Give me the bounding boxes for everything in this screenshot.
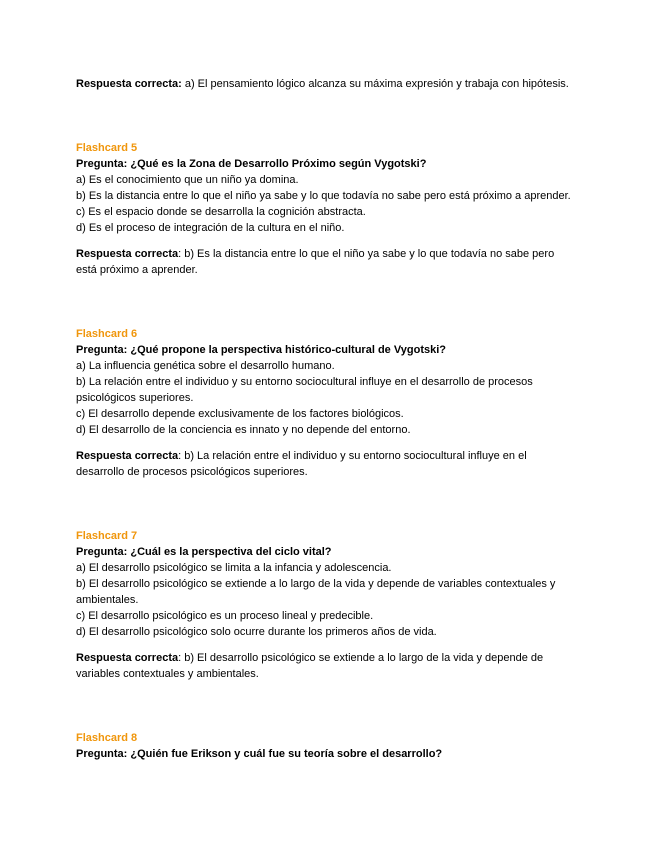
option-c: c) El desarrollo depende exclusivamente de los factores biológicos. [76,408,404,420]
option-c: c) El desarrollo psicológico es un proceso lineal y predecible. [76,610,374,622]
answer-text: : b) El desarrollo psicológico se extiende a lo largo de la vida y depende de variables contextuales y ambientales. [76,652,544,680]
flashcard-8 [76,730,576,762]
flashcard-question: Pregunta: ¿Qué propone la perspectiva histórico-cultural de Vygotski? [76,344,446,356]
option-b: b) El desarrollo psicológico se extiende a lo largo de la vida y depende de variables contextuales y ambientales. [76,578,556,606]
flashcard-question: Pregunta: ¿Quién fue Erikson y cuál fue su teoría sobre el desarrollo? [76,748,443,760]
flashcard-question: Pregunta: ¿Cuál es la perspectiva del ciclo vital? [76,546,332,558]
answer-text: : b) Es la distancia entre lo que el niño ya sabe y lo que todavía no sabe pero está próximo a aprender. [76,248,555,276]
flashcard-answer [76,246,576,278]
flashcard-title: Flashcard 6 [76,328,138,340]
option-d: d) Es el proceso de integración de la cultura en el niño. [76,222,345,234]
flashcard-question: Pregunta: ¿Qué es la Zona de Desarrollo Próximo según Vygotski? [76,158,427,170]
answer-label: Respuesta correcta: [76,78,182,90]
option-b: b) Es la distancia entre lo que el niño ya sabe y lo que todavía no sabe pero está próximo a aprender. [76,190,571,202]
flashcard-title: Flashcard 8 [76,732,138,744]
answer-text: : b) La relación entre el individuo y su entorno sociocultural influye en el desarrollo de procesos psicológicos superiores. [76,450,527,478]
answer-label: Respuesta correcta [76,248,179,260]
option-d: d) El desarrollo psicológico solo ocurre durante los primeros años de vida. [76,626,437,638]
flashcard-7 [76,528,576,682]
answer-label: Respuesta correcta [76,450,179,462]
flashcard-title: Flashcard 5 [76,142,138,154]
option-a: a) La influencia genética sobre el desarrollo humano. [76,360,335,372]
answer-label: Respuesta correcta [76,652,179,664]
flashcard-answer [76,650,576,682]
flashcard-title: Flashcard 7 [76,530,138,542]
option-c: c) Es el espacio donde se desarrolla la cognición abstracta. [76,206,366,218]
option-b: b) La relación entre el individuo y su entorno sociocultural influye en el desarrollo de procesos psicológicos superiores. [76,376,533,404]
flashcard-5 [76,140,576,278]
flashcard-6 [76,326,576,480]
flashcard-answer [76,448,576,480]
answer-text: a) El pensamiento lógico alcanza su máxima expresión y trabaja con hipótesis. [181,78,569,90]
option-a: a) Es el conocimiento que un niño ya domina. [76,174,299,186]
option-d: d) El desarrollo de la conciencia es innato y no depende del entorno. [76,424,411,436]
option-a: a) El desarrollo psicológico se limita a la infancia y adolescencia. [76,562,392,574]
intro-answer [76,76,576,92]
document-page [76,76,576,762]
